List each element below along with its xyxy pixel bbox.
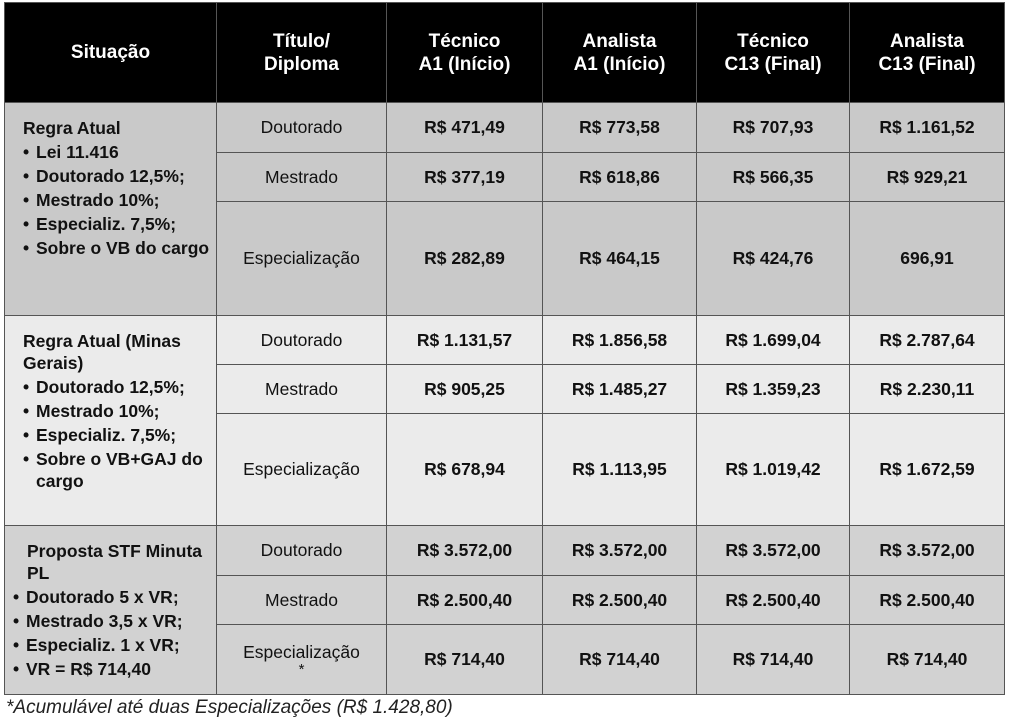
- value-cell: R$ 905,25: [387, 365, 543, 414]
- situation-bullet: • Sobre o VB+GAJ do cargo: [23, 448, 210, 492]
- value-cell: R$ 471,49: [387, 103, 543, 153]
- value-cell: R$ 3.572,00: [543, 526, 697, 576]
- situation-proposta-stf: [5, 526, 217, 695]
- situation-regra-atual: [5, 103, 217, 316]
- degree-cell: Mestrado: [217, 365, 387, 414]
- value-cell: R$ 1.161,52: [850, 103, 1005, 153]
- value-cell: R$ 714,40: [850, 625, 1005, 695]
- value-cell: R$ 2.500,40: [387, 576, 543, 625]
- situation-bullet: • Mestrado 10%;: [23, 189, 210, 211]
- value-cell: R$ 3.572,00: [387, 526, 543, 576]
- header-row: [5, 3, 1005, 103]
- value-cell: R$ 1.856,58: [543, 316, 697, 365]
- footnote: *Acumulável até duas Especializações (R$ 1.428,80): [6, 697, 453, 718]
- value-cell: R$ 714,40: [387, 625, 543, 695]
- degree-cell: Especialização: [217, 414, 387, 526]
- situation-title: Regra Atual: [23, 118, 121, 138]
- degree-label: Especialização: [243, 642, 360, 662]
- situation-bullet: • Especializ. 1 x VR;: [13, 634, 210, 656]
- value-cell: R$ 2.500,40: [697, 576, 850, 625]
- header-titulo-diploma: Título/ Diploma: [217, 3, 387, 103]
- value-cell: R$ 1.113,95: [543, 414, 697, 526]
- degree-cell: Especialização: [217, 202, 387, 316]
- situation-bullet: • Mestrado 3,5 x VR;: [13, 610, 210, 632]
- situation-bullet: • Lei 11.416: [23, 141, 210, 163]
- table-row: [5, 103, 1005, 153]
- value-cell: R$ 773,58: [543, 103, 697, 153]
- value-cell: R$ 1.359,23: [697, 365, 850, 414]
- degree-cell: Doutorado: [217, 316, 387, 365]
- value-cell: R$ 2.500,40: [850, 576, 1005, 625]
- value-cell: R$ 678,94: [387, 414, 543, 526]
- value-cell: R$ 929,21: [850, 153, 1005, 202]
- value-cell: R$ 618,86: [543, 153, 697, 202]
- value-cell: R$ 714,40: [697, 625, 850, 695]
- value-cell: R$ 377,19: [387, 153, 543, 202]
- degree-cell: Doutorado: [217, 103, 387, 153]
- situation-title: Proposta STF Minuta PL: [27, 541, 202, 583]
- degree-cell: Doutorado: [217, 526, 387, 576]
- value-cell: R$ 714,40: [543, 625, 697, 695]
- situation-bullet: • Doutorado 12,5%;: [23, 376, 210, 398]
- header-analista-c13: Analista C13 (Final): [850, 3, 1005, 103]
- value-cell: R$ 2.230,11: [850, 365, 1005, 414]
- value-cell: R$ 3.572,00: [850, 526, 1005, 576]
- value-cell: R$ 2.500,40: [543, 576, 697, 625]
- table-row: [5, 316, 1005, 365]
- degree-cell: Mestrado: [217, 153, 387, 202]
- situation-bullet: • Doutorado 5 x VR;: [13, 586, 210, 608]
- value-cell: R$ 1.485,27: [543, 365, 697, 414]
- value-cell: R$ 566,35: [697, 153, 850, 202]
- value-cell: R$ 707,93: [697, 103, 850, 153]
- value-cell: R$ 1.699,04: [697, 316, 850, 365]
- header-tecnico-a1: Técnico A1 (Início): [387, 3, 543, 103]
- footnote-marker: *: [298, 661, 305, 678]
- header-tecnico-c13: Técnico C13 (Final): [697, 3, 850, 103]
- situation-bullet: • Sobre o VB do cargo: [23, 237, 210, 259]
- header-situacao: Situação: [5, 3, 217, 103]
- situation-bullet: • Especializ. 7,5%;: [23, 424, 210, 446]
- situation-title: Regra Atual (Minas Gerais): [23, 331, 181, 373]
- value-cell: R$ 282,89: [387, 202, 543, 316]
- situation-bullet: • Mestrado 10%;: [23, 400, 210, 422]
- value-cell: R$ 424,76: [697, 202, 850, 316]
- value-cell: R$ 464,15: [543, 202, 697, 316]
- situation-bullet: • VR = R$ 714,40: [13, 658, 210, 680]
- situation-regra-atual-mg: [5, 316, 217, 526]
- value-cell: R$ 1.019,42: [697, 414, 850, 526]
- value-cell: R$ 2.787,64: [850, 316, 1005, 365]
- value-cell: R$ 1.672,59: [850, 414, 1005, 526]
- situation-bullet: • Especializ. 7,5%;: [23, 213, 210, 235]
- degree-cell: [217, 625, 387, 695]
- comparison-table: [4, 2, 1005, 695]
- situation-bullet: • Doutorado 12,5%;: [23, 165, 210, 187]
- degree-cell: Mestrado: [217, 576, 387, 625]
- table-row: [5, 526, 1005, 576]
- value-cell: R$ 1.131,57: [387, 316, 543, 365]
- value-cell: 696,91: [850, 202, 1005, 316]
- header-analista-a1: Analista A1 (Início): [543, 3, 697, 103]
- value-cell: R$ 3.572,00: [697, 526, 850, 576]
